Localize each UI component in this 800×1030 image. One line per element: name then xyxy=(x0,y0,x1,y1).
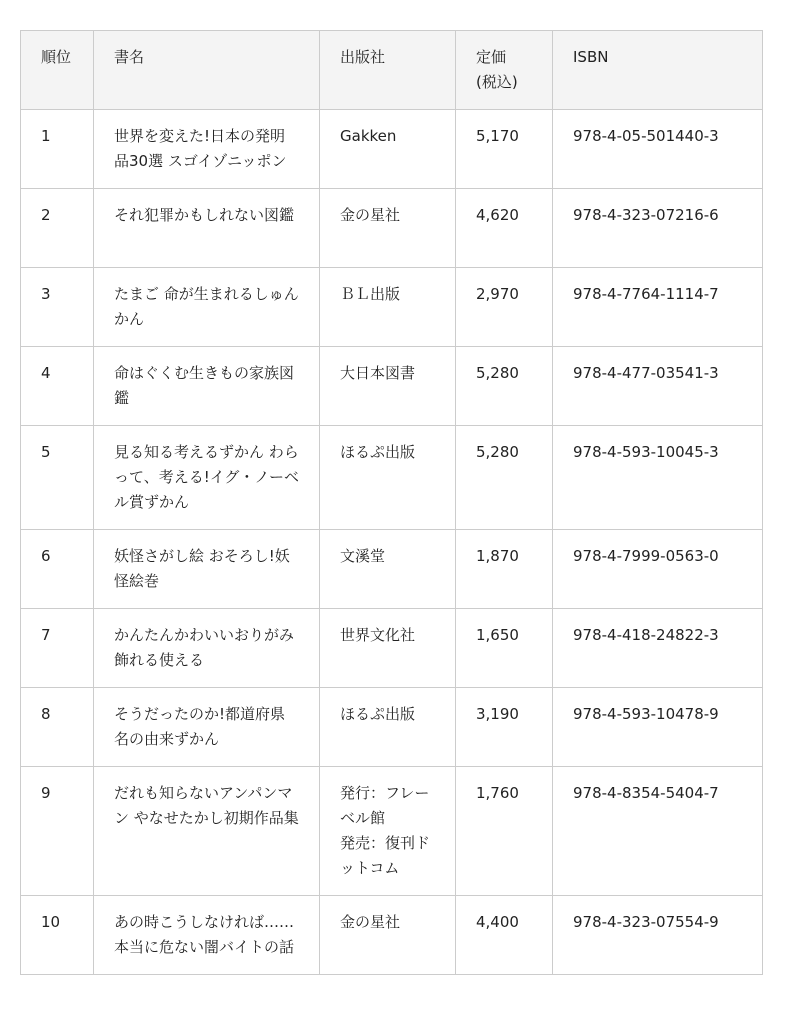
title-cell: 見る知る考えるずかん わらって、考える!イグ・ノーベル賞ずかん xyxy=(94,426,320,530)
publisher-line: ＢＬ出版 xyxy=(340,285,401,303)
publisher-cell xyxy=(320,530,456,609)
publisher-cell xyxy=(320,767,456,896)
table-row xyxy=(21,189,763,268)
isbn-cell: 978-4-7999-0563-0 xyxy=(553,530,763,609)
publisher-line: ほるぷ出版 xyxy=(340,705,416,723)
header-publisher: 出版社 xyxy=(320,31,456,110)
publisher-cell xyxy=(320,426,456,530)
isbn-cell: 978-4-593-10478-9 xyxy=(553,688,763,767)
header-isbn: ISBN xyxy=(553,31,763,110)
isbn-cell: 978-4-05-501440-3 xyxy=(553,110,763,189)
isbn-cell: 978-4-323-07216-6 xyxy=(553,189,763,268)
publisher-line: 発行：フレーベル館 xyxy=(340,784,430,827)
price-cell: 4,620 xyxy=(456,189,553,268)
rank-cell: 10 xyxy=(21,896,94,975)
publisher-line: 大日本図書 xyxy=(340,364,416,382)
table-row xyxy=(21,347,763,426)
table-row xyxy=(21,530,763,609)
price-cell: 1,760 xyxy=(456,767,553,896)
title-cell: そうだったのか!都道府県名の由来ずかん xyxy=(94,688,320,767)
table-row xyxy=(21,609,763,688)
table-row xyxy=(21,896,763,975)
rank-cell: 5 xyxy=(21,426,94,530)
title-cell: 命はぐくむ生きもの家族図鑑 xyxy=(94,347,320,426)
header-price-tax-note: (税込) xyxy=(476,73,518,91)
title-cell: 妖怪さがし絵 おそろし!妖怪絵巻 xyxy=(94,530,320,609)
publisher-cell xyxy=(320,268,456,347)
publisher-cell xyxy=(320,110,456,189)
price-cell: 5,170 xyxy=(456,110,553,189)
rank-cell: 1 xyxy=(21,110,94,189)
price-cell: 1,650 xyxy=(456,609,553,688)
header-price xyxy=(456,31,553,110)
price-cell: 1,870 xyxy=(456,530,553,609)
rank-cell: 7 xyxy=(21,609,94,688)
title-cell: だれも知らないアンパンマン やなせたかし初期作品集 xyxy=(94,767,320,896)
price-cell: 5,280 xyxy=(456,347,553,426)
book-ranking-table xyxy=(20,30,763,975)
price-cell: 3,190 xyxy=(456,688,553,767)
table-header xyxy=(21,31,763,110)
publisher-cell xyxy=(320,896,456,975)
rank-cell: 3 xyxy=(21,268,94,347)
rank-cell: 8 xyxy=(21,688,94,767)
publisher-cell xyxy=(320,688,456,767)
table-row xyxy=(21,767,763,896)
header-row xyxy=(21,31,763,110)
publisher-line: 金の星社 xyxy=(340,913,401,931)
rank-cell: 4 xyxy=(21,347,94,426)
isbn-cell: 978-4-418-24822-3 xyxy=(553,609,763,688)
publisher-line: 世界文化社 xyxy=(340,626,416,644)
title-cell: それ犯罪かもしれない図鑑 xyxy=(94,189,320,268)
table-row xyxy=(21,268,763,347)
title-cell: あの時こうしなければ…… 本当に危ない闇バイトの話 xyxy=(94,896,320,975)
price-cell: 5,280 xyxy=(456,426,553,530)
isbn-cell: 978-4-8354-5404-7 xyxy=(553,767,763,896)
publisher-cell xyxy=(320,609,456,688)
publisher-line: 金の星社 xyxy=(340,206,401,224)
header-rank: 順位 xyxy=(21,31,94,110)
rank-cell: 2 xyxy=(21,189,94,268)
rank-cell: 6 xyxy=(21,530,94,609)
price-cell: 2,970 xyxy=(456,268,553,347)
publisher-line: Gakken xyxy=(340,127,397,145)
header-title: 書名 xyxy=(94,31,320,110)
table-row xyxy=(21,688,763,767)
table-row xyxy=(21,110,763,189)
table-body xyxy=(21,110,763,975)
title-cell: かんたんかわいいおりがみ 飾れる使える xyxy=(94,609,320,688)
isbn-cell: 978-4-477-03541-3 xyxy=(553,347,763,426)
publisher-line: ほるぷ出版 xyxy=(340,443,416,461)
rank-cell: 9 xyxy=(21,767,94,896)
isbn-cell: 978-4-593-10045-3 xyxy=(553,426,763,530)
isbn-cell: 978-4-323-07554-9 xyxy=(553,896,763,975)
title-cell: たまご 命が生まれるしゅんかん xyxy=(94,268,320,347)
table-row xyxy=(21,426,763,530)
publisher-line: 発売：復刊ドットコム xyxy=(340,834,431,877)
publisher-line: 文溪堂 xyxy=(340,547,386,565)
publisher-cell xyxy=(320,189,456,268)
title-cell: 世界を変えた!日本の発明品30選 スゴイゾニッポン xyxy=(94,110,320,189)
price-cell: 4,400 xyxy=(456,896,553,975)
publisher-cell xyxy=(320,347,456,426)
header-price-label: 定価 xyxy=(476,48,507,66)
isbn-cell: 978-4-7764-1114-7 xyxy=(553,268,763,347)
